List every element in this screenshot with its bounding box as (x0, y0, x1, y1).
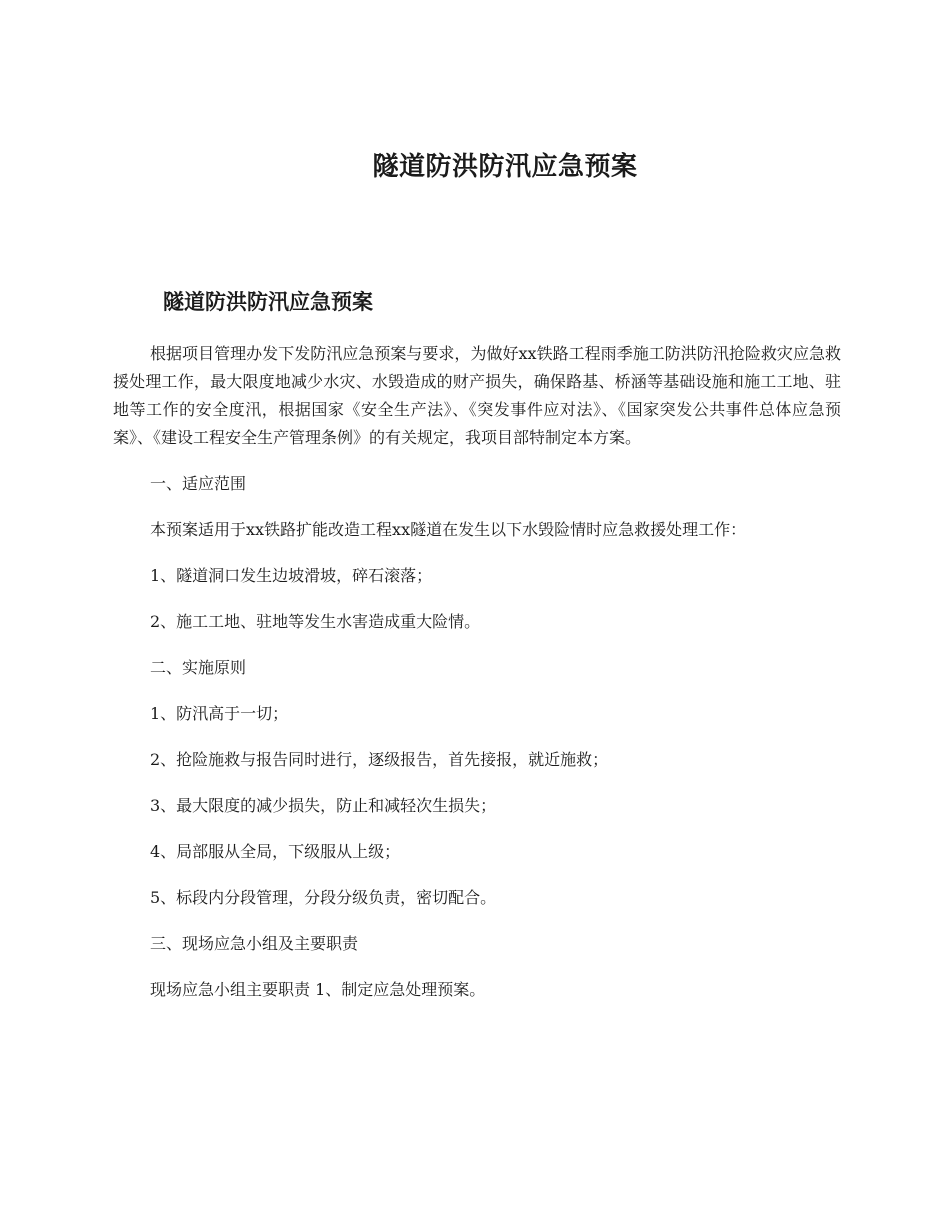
heading-duties: 三、现场应急小组及主要职责 (150, 934, 359, 953)
section-title: 隧道防洪防汛应急预案 (163, 289, 373, 314)
scope-paragraph: 本预案适用于xx铁路扩能改造工程xx隧道在发生以下水毁险情时应急救援处理工作： (150, 520, 747, 539)
document-body (113, 340, 841, 1004)
principle-item: 2、抢险施救与报告同时进行，逐级报告，首先接报，就近施救； (150, 750, 609, 769)
heading-principles: 二、实施原则 (150, 658, 247, 677)
document-title: 隧道防洪防汛应急预案 (372, 152, 638, 182)
heading-scope: 一、适应范围 (150, 474, 247, 493)
duty-paragraph: 现场应急小组主要职责 1、制定应急处理预案。 (150, 980, 486, 999)
principle-item: 1、防汛高于一切； (150, 704, 289, 723)
principle-item: 4、局部服从全局，下级服从上级； (150, 842, 401, 861)
principle-item: 3、最大限度的减少损失，防止和减轻次生损失； (150, 796, 497, 815)
scope-item: 2、施工工地、驻地等发生水害造成重大险情。 (150, 612, 481, 631)
intro-paragraph: 根据项目管理办发下发防汛应急预案与要求，为做好xx铁路工程雨季施工防洪防汛抢险救灾应急救援处理工作，最大限度地减少水灾、水毁造成的财产损失，确保路基、桥涵等基础设施和施工工地、驻地等工作的安全度汛，根据国家《安全生产法》、《突发事件应对法》、《国家突发公共事件总体应急预案》、《建设工程安全生产管理条例》的有关规定，我项目部特制定本方案。 (113, 344, 841, 447)
scope-item: 1、隧道洞口发生边坡滑坡，碎石滚落； (150, 566, 433, 585)
principle-item: 5、标段内分段管理，分段分级负责，密切配合。 (150, 888, 497, 907)
